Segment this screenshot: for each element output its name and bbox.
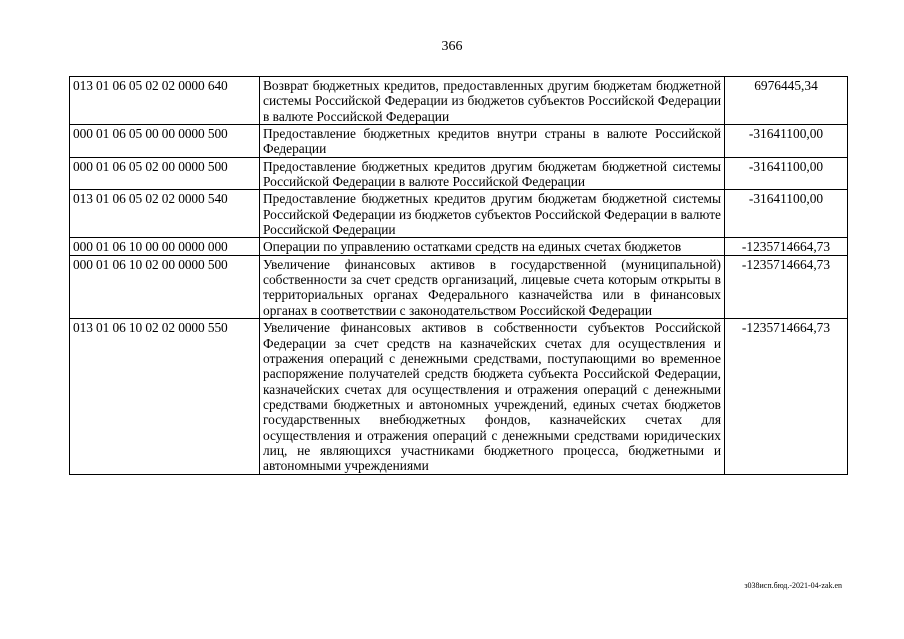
budget-classification-code: 000 01 06 05 02 00 0000 500 [70, 157, 260, 190]
document-footer-id: з038исп.бюд.-2021-04-zak.en [744, 581, 842, 590]
source-name: Увеличение финансовых активов в собственности субъектов Российской Федерации за счет средств на казначейских счетах для осуществления и отражения операций с денежными средствами, поступающими во временное распоряжение получателей средств бюджета субъекта Российской Федерации, казначейских счетах для осуществления и отражения операций с денежными средствами бюджетных и автономных учреждений, единых счетах бюджетов государственных внебюджетных фондов, казначейских счетах для осуществления и отражения операций с денежными средствами юридических лиц, не являющихся участниками бюджетного процесса, бюджетными и автономными учреждениями [260, 319, 725, 474]
budget-classification-code: 000 01 06 05 00 00 0000 500 [70, 125, 260, 158]
table-row [70, 157, 848, 190]
amount-value: 6976445,34 [725, 77, 848, 125]
table-row [70, 319, 848, 474]
amount-value: -1235714664,73 [725, 319, 848, 474]
source-name: Предоставление бюджетных кредитов другим бюджетам бюджетной системы Российской Федерации из бюджетов субъектов Российской Федерации в валюте Российской Федерации [260, 190, 725, 238]
table-row [70, 77, 848, 125]
budget-classification-code: 013 01 06 05 02 02 0000 540 [70, 190, 260, 238]
amount-value: -31641100,00 [725, 157, 848, 190]
source-name: Возврат бюджетных кредитов, предоставленных другим бюджетам бюджетной системы Российской Федерации из бюджетов субъектов Российской Федерации в валюте Российской Федерации [260, 77, 725, 125]
table-row [70, 125, 848, 158]
budget-classification-code: 000 01 06 10 02 00 0000 500 [70, 255, 260, 318]
budget-sources-table [69, 76, 848, 475]
table-row [70, 238, 848, 255]
budget-classification-code: 013 01 06 10 02 02 0000 550 [70, 319, 260, 474]
budget-classification-code: 000 01 06 10 00 00 0000 000 [70, 238, 260, 255]
source-name: Предоставление бюджетных кредитов внутри страны в валюте Российской Федерации [260, 125, 725, 158]
amount-value: -1235714664,73 [725, 238, 848, 255]
source-name: Предоставление бюджетных кредитов другим бюджетам бюджетной системы Российской Федерации в валюте Российской Федерации [260, 157, 725, 190]
table-row [70, 255, 848, 318]
amount-value: -31641100,00 [725, 125, 848, 158]
amount-value: -1235714664,73 [725, 255, 848, 318]
amount-value: -31641100,00 [725, 190, 848, 238]
table-row [70, 190, 848, 238]
source-name: Операции по управлению остатками средств на единых счетах бюджетов [260, 238, 725, 255]
page-number: 366 [441, 39, 463, 54]
source-name: Увеличение финансовых активов в государственной (муниципальной) собственности за счет средств организаций, лицевые счета которым открыты в территориальных органах Федерального казначейства или в финансовых органах в соответствии с законодательством Российской Федерации [260, 255, 725, 318]
budget-classification-code: 013 01 06 05 02 02 0000 640 [70, 77, 260, 125]
